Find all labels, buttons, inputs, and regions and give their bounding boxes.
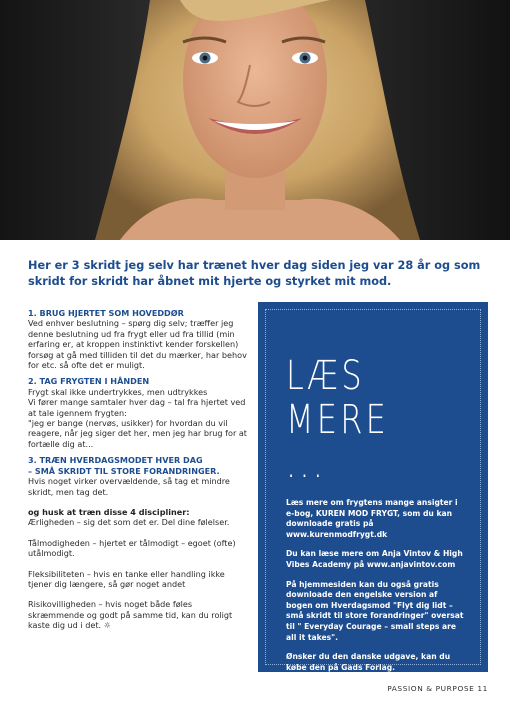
portrait-photo — [0, 0, 510, 240]
tips-column — [28, 308, 250, 631]
disciplines-heading: og husk at træn disse 4 discipliner: — [28, 506, 190, 517]
step3-subheading: – SMÅ SKRIDT TIL STORE FORANDRINGER. — [28, 465, 220, 476]
step3-heading: 3. TRÆN HVERDAGSMODET HVER DAG — [28, 455, 203, 466]
intro-heading: Her er 3 skridt jeg selv har trænet hver dag siden jeg var 28 år og som skridt for skridt har åbnet mit hjerte og styrket mit mod. — [28, 259, 481, 288]
step3-text: Hvis noget virker overvældende, så tag et mindre skridt, men tag det. — [28, 476, 230, 497]
discipline-1: Ærligheden – sig det som det er. Del dine følelser. — [28, 517, 230, 528]
step2-heading: 2. TAG FRYGTEN I HÅNDEN — [28, 376, 150, 387]
step2-line2: Vi fører mange samtaler hver dag – tal fra hjertet ved at tale igennem frygten: — [28, 397, 246, 418]
read-more-text-2: Du kan læse mere om Anja Vintov & High Vibes Academy på www.anjavintov.com — [286, 549, 463, 569]
read-more-text-1: Læs mere om frygtens mange ansigter i e-bog, KUREN MOD FRYGT, som du kan downloade gratis på www.kurenmodfrygt.dk — [286, 498, 458, 539]
publisher-link[interactable]: www.gads-forlag.dk — [286, 682, 372, 692]
read-more-title: LÆS MERE ... — [286, 353, 390, 487]
read-more-text-3: På hjemmesiden kan du også gratis downloade den engelske version af bogen om Hverdagsmod "Flyt dig lidt – små skridt til store forandringer" oversat til " Everyday Courage – small steps are all it takes". — [286, 579, 464, 642]
step1-text: Ved enhver beslutning – spørg dig selv; træffer jeg denne beslutning ud fra frygt eller ud fra tillid (min erfaring er, at kroppen instinktivt kender forskellen) forsøg at gå med tilliden til det du mærker, har behov for etc. så ofte det er muligt. — [28, 318, 247, 371]
step2-line3: "jeg er bange (nervøs, usikker) for hvordan du vil reagere, når jeg siger det her, men jeg har brug for at fortælle dig at... — [28, 418, 247, 449]
step2-line1: Frygt skal ikke undertrykkes, men udtrykkes — [28, 386, 208, 397]
discipline-4: Risikovilligheden – hvis noget både føles skræmmende og godt på samme tid, kan du roligt kaste dig ud i det. ☼ — [28, 599, 233, 631]
page-footer: PASSION & PURPOSE 11 — [387, 684, 488, 693]
discipline-2: Tålmodigheden – hjertet er tålmodigt – egoet (ofte) utålmodigt. — [28, 537, 236, 559]
discipline-3: Fleksibiliteten – hvis en tanke eller handling ikke tjener dig længere, så gør noget andet — [28, 568, 225, 589]
step1-heading: 1. BRUG HJERTET SOM HOVEDDØR — [28, 308, 184, 318]
read-more-text-4: Ønsker du den danske udgave, kan du købe den på Gads Forlag. — [286, 652, 451, 672]
portrait-illustration — [0, 0, 510, 240]
